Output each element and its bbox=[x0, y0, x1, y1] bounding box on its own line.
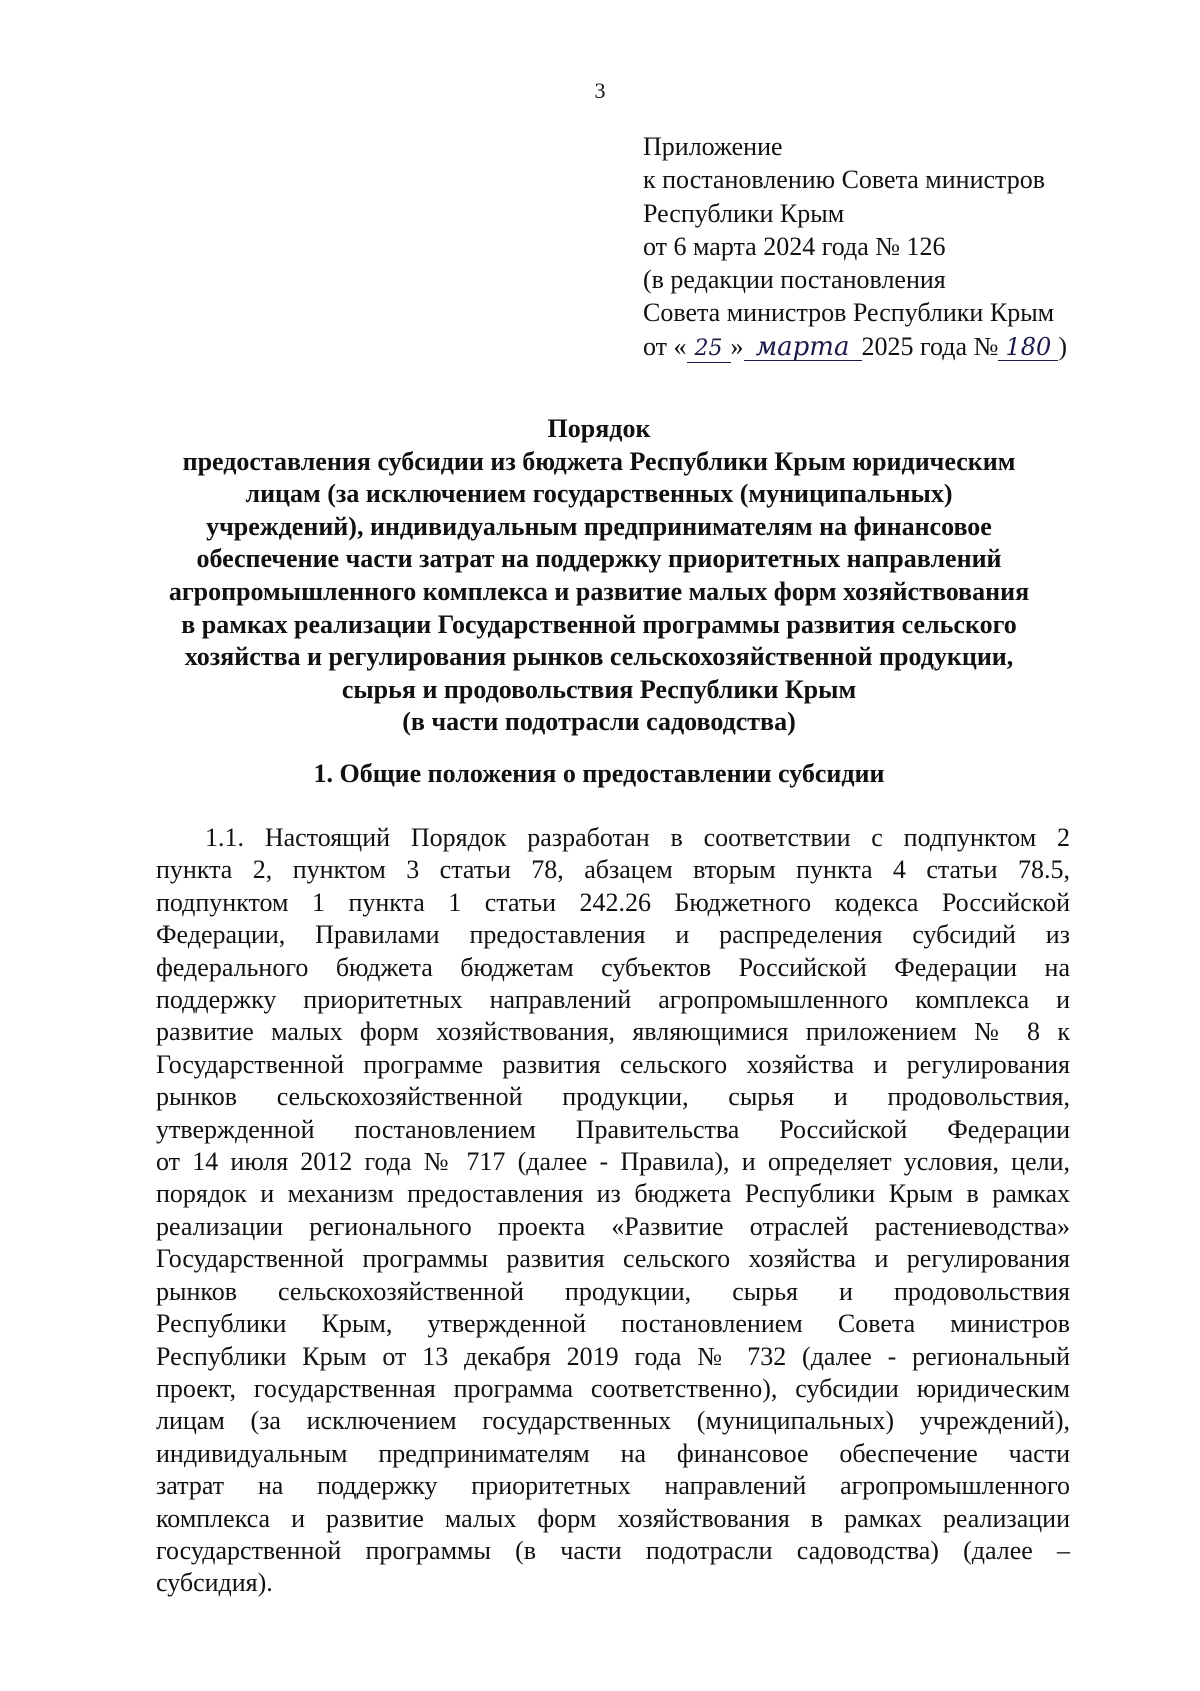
paragraph-line: развитие малых форм хозяйствования, являющимися приложением № 8 к bbox=[156, 1017, 1070, 1047]
paragraph-line: реализации регионального проекта «Развитие отраслей растениеводства» bbox=[156, 1211, 1070, 1241]
paragraph-line: Федерации, Правилами предоставления и распределения субсидий из bbox=[156, 920, 1070, 950]
paragraph-line: Государственной программы развития сельского хозяйства и регулирования bbox=[156, 1244, 1070, 1274]
section-heading: 1. Общие положения о предоставлении субсидии bbox=[313, 759, 885, 788]
paragraph-line: пункта 2, пунктом 3 статьи 78, абзацем вторым пункта 4 статьи 78.5, bbox=[156, 855, 1070, 885]
paragraph-1-1 bbox=[156, 822, 1070, 1600]
paragraph-line: затрат на поддержку приоритетных направлений агропромышленного bbox=[156, 1471, 1070, 1501]
amendment-date-line: от « 25 » марта 2025 года № 180 ) bbox=[643, 331, 1068, 362]
title-line: обеспечение части затрат на поддержку приоритетных направлений bbox=[196, 544, 1002, 574]
paragraph-line: лицам (за исключением государственных (муниципальных) учреждений), bbox=[156, 1406, 1070, 1436]
paragraph-line: 1.1. Настоящий Порядок разработан в соответствии с подпунктом 2 bbox=[205, 823, 1070, 852]
title-line: предоставления субсидии из бюджета Республики Крым юридическим bbox=[182, 446, 1016, 476]
paragraph-line: государственной программы (в части подотрасли садоводства) (далее – bbox=[156, 1535, 1070, 1565]
date-prefix: от « bbox=[643, 331, 687, 361]
date-year: 2025 года № bbox=[861, 331, 999, 361]
handwritten-month: марта bbox=[744, 334, 862, 361]
paragraph-line: Республики Крым от 13 декабря 2019 года № 732 (далее - региональный bbox=[156, 1341, 1070, 1371]
paragraph-line: подпунктом 1 пункта 1 статьи 242.26 Бюджетного кодекса Российской bbox=[156, 887, 1070, 917]
title-heading: Порядок bbox=[547, 414, 651, 443]
paragraph-line: рынков сельскохозяйственной продукции, сырья и продовольствия bbox=[156, 1276, 1070, 1306]
appendix-line: Республики Крым bbox=[643, 198, 845, 228]
title-line: лицам (за исключением государственных (муниципальных) bbox=[245, 479, 953, 509]
paragraph-line: федерального бюджета бюджетам субъектов Российской Федерации на bbox=[156, 952, 1070, 982]
appendix-line: Совета министров Республики Крым bbox=[643, 298, 1055, 328]
title-line: сырья и продовольствия Республики Крым bbox=[341, 674, 857, 704]
page-number: 3 bbox=[594, 78, 606, 103]
appendix-line: (в редакции постановления bbox=[643, 265, 946, 295]
appendix-line: от 6 марта 2024 года № 126 bbox=[643, 231, 946, 261]
paragraph-line: индивидуальным предпринимателям на финансовое обеспечение части bbox=[156, 1438, 1070, 1468]
appendix-line: Приложение bbox=[643, 132, 783, 161]
paragraph-line: поддержку приоритетных направлений агропромышленного комплекса и bbox=[156, 985, 1070, 1015]
paragraph-line: Государственной программе развития сельского хозяйства и регулирования bbox=[156, 1049, 1070, 1079]
title-line: (в части подотрасли садоводства) bbox=[402, 707, 796, 737]
title-line: агропромышленного комплекса и развитие малых форм хозяйствования bbox=[168, 576, 1030, 606]
document-title bbox=[120, 413, 1078, 739]
paragraph-line: порядок и механизм предоставления из бюджета Республики Крым в рамках bbox=[156, 1179, 1070, 1209]
title-line: в рамках реализации Государственной программы развития сельского bbox=[181, 609, 1017, 639]
paragraph-line: утвержденной постановлением Правительства Российской Федерации bbox=[156, 1114, 1070, 1144]
title-line: хозяйства и регулирования рынков сельскохозяйственной продукции, bbox=[184, 642, 1014, 672]
date-quote-close: » bbox=[730, 331, 744, 361]
paragraph-line: комплекса и развитие малых форм хозяйствования в рамках реализации bbox=[156, 1503, 1070, 1533]
appendix-block bbox=[643, 130, 1163, 363]
appendix-line: к постановлению Совета министров bbox=[643, 165, 1045, 195]
handwritten-day: 25 bbox=[687, 336, 731, 363]
title-line: учреждений), индивидуальным предпринимателям на финансовое bbox=[206, 511, 992, 541]
paragraph-line: от 14 июля 2012 года № 717 (далее - Правила), и определяет условия, цели, bbox=[156, 1147, 1070, 1177]
paragraph-line: рынков сельскохозяйственной продукции, сырья и продовольствия, bbox=[156, 1082, 1070, 1112]
handwritten-number: 180 bbox=[998, 334, 1058, 361]
paragraph-line: субсидия). bbox=[156, 1568, 273, 1598]
paragraph-line: проект, государственная программа соответственно), субсидии юридическим bbox=[156, 1373, 1070, 1403]
paragraph-line: Республики Крым, утвержденной постановлением Совета министров bbox=[156, 1309, 1070, 1339]
